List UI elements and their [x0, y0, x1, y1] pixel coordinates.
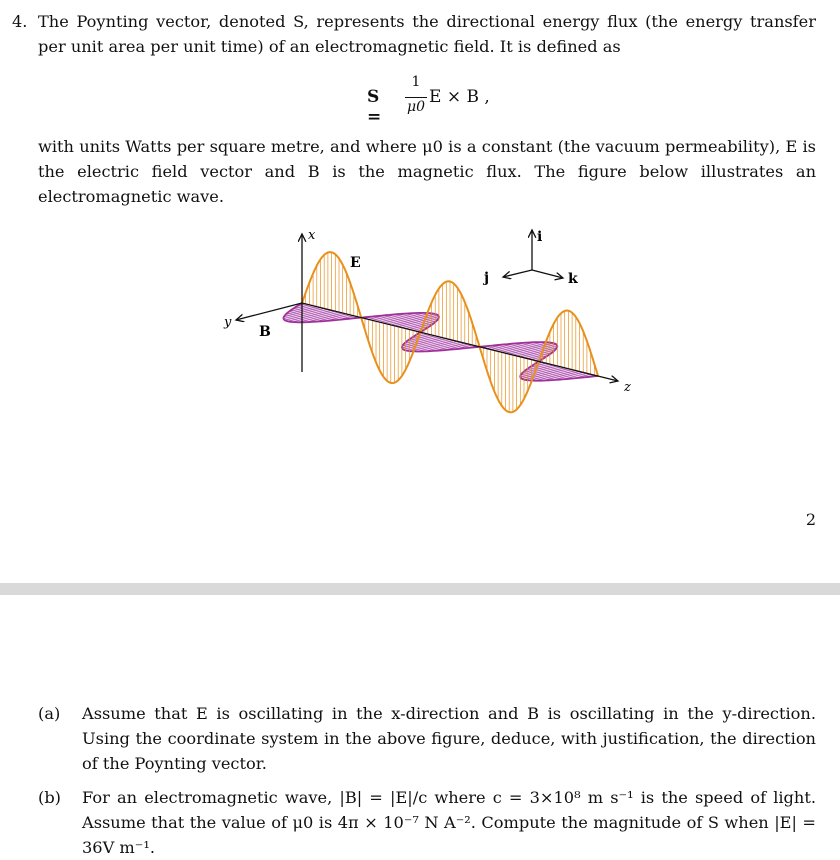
equation-numerator: 1 [411, 74, 421, 90]
part-b-label: (b) [38, 788, 61, 807]
z-axis-label: z [624, 380, 631, 395]
equation-rhs: E × B , [429, 87, 490, 107]
page-number: 2 [805, 510, 816, 529]
equation-lhs: S = [367, 87, 382, 127]
part-a-label: (a) [38, 704, 61, 723]
y-axis-label: y [224, 315, 232, 330]
k-vector [532, 270, 563, 278]
question-follow-text: with units Watts per square metre, and where μ0 is a constant (the vacuum permeability), E is the electric field vector and B is the magnetic flux. The figure below illustrates an electromagnetic wave. [38, 137, 816, 206]
part-a-text: Assume that E is oscillating in the x-direction and B is oscillating in the y-direction. Using the coordinate system in the above figure, deduce, with justification, the direction of the Poynting vector. [82, 704, 816, 773]
magnetic-field-wave [284, 303, 599, 381]
k-label: k [568, 271, 578, 287]
equation-denominator: μ0 [406, 99, 425, 115]
j-label: j [484, 270, 490, 286]
i-label: i [537, 229, 543, 245]
question-number: 4. [12, 12, 28, 31]
basis-triad [482, 229, 578, 287]
part-b-text: For an electromagnetic wave, |B| = |E|/c where c = 3×10⁸ m s⁻¹ is the speed of light. Assume that the value of μ0 is 4π × 10⁻⁷ N A⁻². Compute the magnitude of S when |E| = 36V m⁻¹. [82, 788, 816, 857]
page-separator [0, 583, 840, 595]
x-axis-label: x [308, 228, 316, 243]
z-axis [302, 303, 618, 381]
e-field-label: E [350, 255, 361, 271]
question-intro: The Poynting vector, denoted S, represents the directional energy flux (the energy transfer per unit area per unit time) of an electromagnetic field. It is defined as [38, 12, 816, 56]
page-2 [0, 595, 840, 857]
b-field-label: B [259, 324, 271, 340]
j-vector [503, 270, 532, 277]
